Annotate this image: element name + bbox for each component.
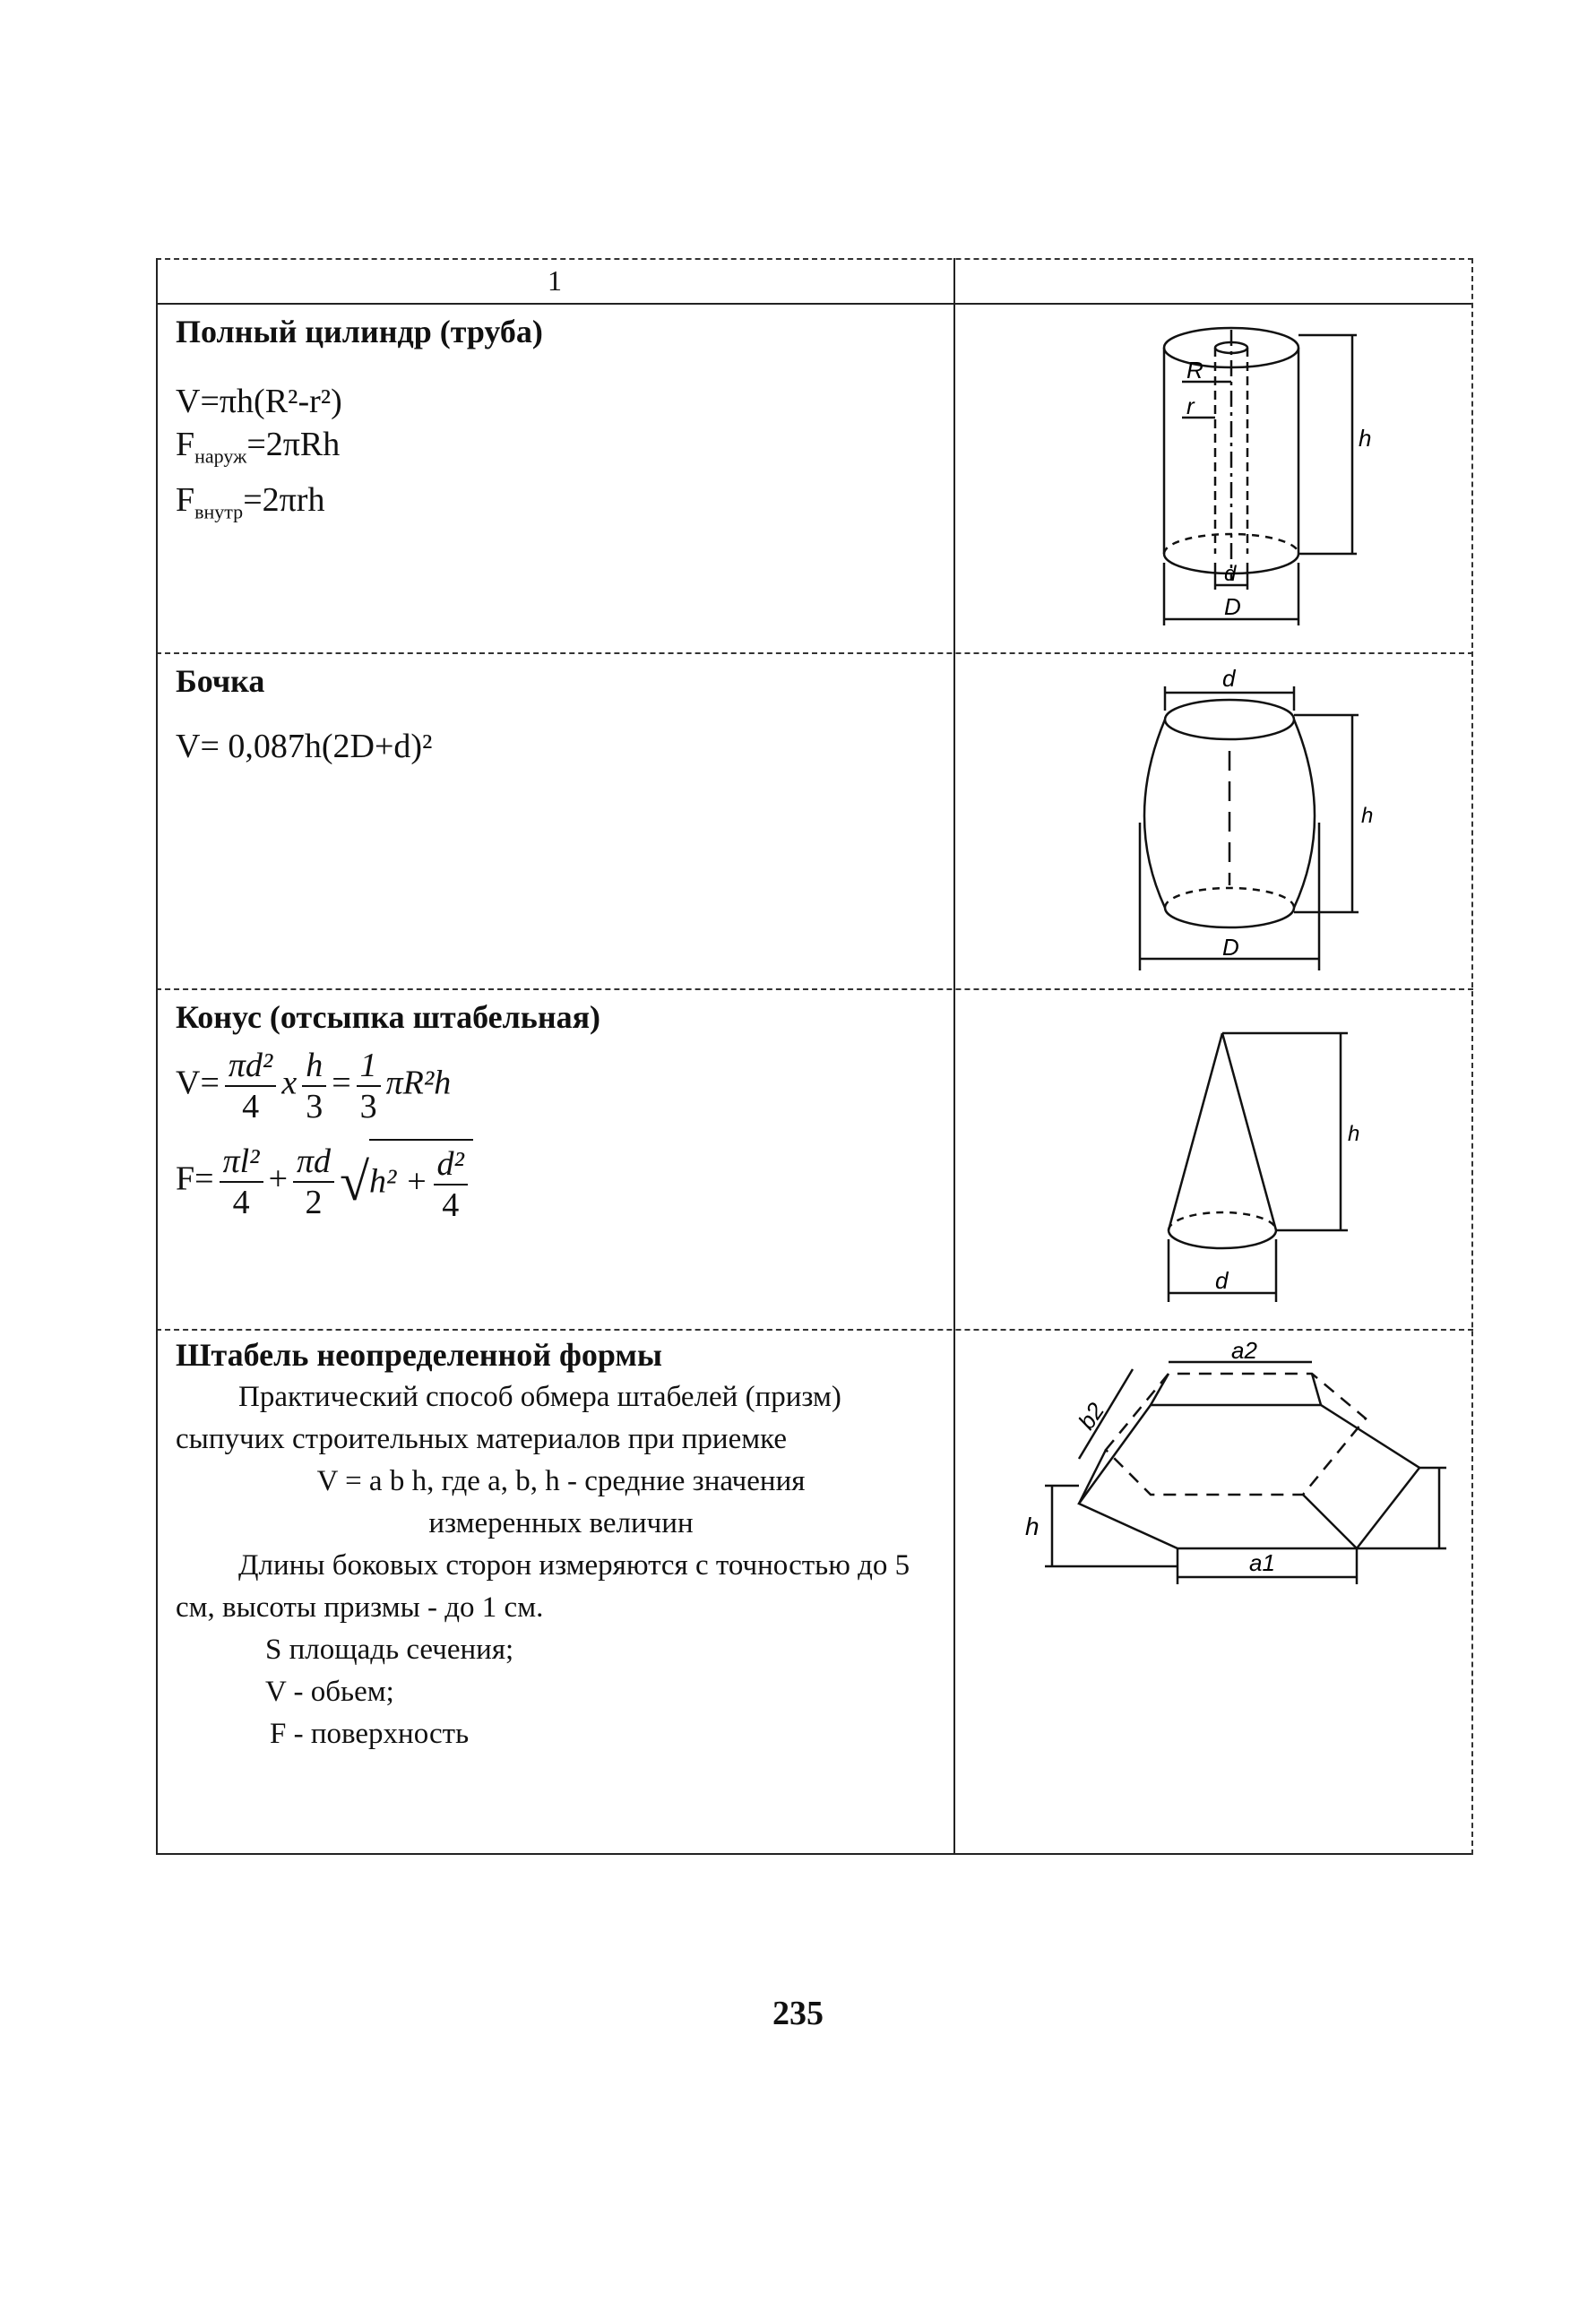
cone-height-label: h	[1348, 1122, 1360, 1146]
column-number: 1	[548, 264, 562, 297]
pile-formula-note: измеренных величин	[428, 1507, 694, 1539]
column-divider	[953, 258, 955, 1855]
height-h-label: h	[1359, 425, 1372, 452]
barrel-height-label: h	[1361, 804, 1374, 828]
radius-r-label: r	[1186, 392, 1195, 419]
table-border-bottom	[156, 1853, 1473, 1855]
barrel-cell	[176, 660, 946, 768]
barrel-title: Бочка	[176, 663, 265, 699]
legend-surface: F - поверхность	[270, 1718, 470, 1750]
row-divider	[156, 1329, 1473, 1331]
pile-measurement-note: Длины боковых сторон измеряются с точностью до 5 см, высоты призмы - до 1 см.	[176, 1549, 910, 1624]
table-border-left	[156, 258, 158, 1855]
radius-R-label: R	[1186, 357, 1203, 384]
cone-figure	[1097, 997, 1419, 1320]
barrel-max-diameter-label: D	[1222, 934, 1239, 961]
barrel-top-diameter-label: d	[1222, 665, 1236, 692]
cylinder-inner-area-formula: $F_{внутр}=2\pi rh$	[176, 480, 325, 523]
pile-description: Практический способ обмера штабелей (призм) сыпучих строительных материалов при приемке	[176, 1381, 841, 1455]
row-divider	[156, 652, 1473, 654]
side-b2-label: b2	[1072, 1397, 1110, 1435]
table-header-divider	[156, 303, 1473, 305]
pile-height-label: h	[1025, 1513, 1040, 1540]
bottom-length-a1-label: a1	[1249, 1549, 1275, 1576]
barrel-figure	[1097, 661, 1419, 984]
barrel-volume-formula: V= 0,087h(2D+d)²	[176, 728, 433, 765]
cylinder-cell	[176, 310, 946, 533]
cylinder-volume-formula: V=πh(R²-r²)	[176, 383, 342, 420]
cone-area-formula: F= $\frac{\text{πl²}}{4}$ + $\frac{\pi d}{2}$ √h² + $\frac{\text{d²}}{4}$	[176, 1139, 946, 1225]
cylinder-outer-area-formula: $F_{наруж}=2\pi Rh$	[176, 426, 341, 468]
cone-title: Конус (отсыпка штабельная)	[176, 999, 601, 1035]
row-divider	[156, 988, 1473, 990]
cone-cell	[176, 996, 946, 1225]
cone-volume-formula: V= $\frac{\text{πd²}}{4}$ x $\frac{h}{3}$ = $\frac{1}{3}$ πR²h	[176, 1047, 452, 1125]
legend-volume: V - обьем;	[265, 1676, 394, 1708]
inner-diameter-d-label: d	[1224, 562, 1237, 586]
legend-area: S площадь сечения;	[265, 1634, 514, 1666]
top-length-a2-label: a2	[1231, 1337, 1257, 1364]
cylinder-title: Полный цилиндр (труба)	[176, 314, 543, 349]
table-border-right	[1471, 258, 1473, 1855]
page-number: 235	[772, 1995, 824, 2032]
outer-diameter-D-label: D	[1224, 593, 1241, 620]
cylinder-figure	[1097, 312, 1419, 643]
pile-title: Штабель неопределенной формы	[176, 1337, 662, 1373]
formula-table	[156, 258, 1473, 1855]
pile-volume-formula: V = a b h, где a, b, h - средние значения	[316, 1465, 806, 1497]
cone-diameter-label: d	[1215, 1267, 1229, 1294]
pile-figure	[962, 1337, 1464, 1647]
pile-cell	[176, 1333, 946, 1755]
